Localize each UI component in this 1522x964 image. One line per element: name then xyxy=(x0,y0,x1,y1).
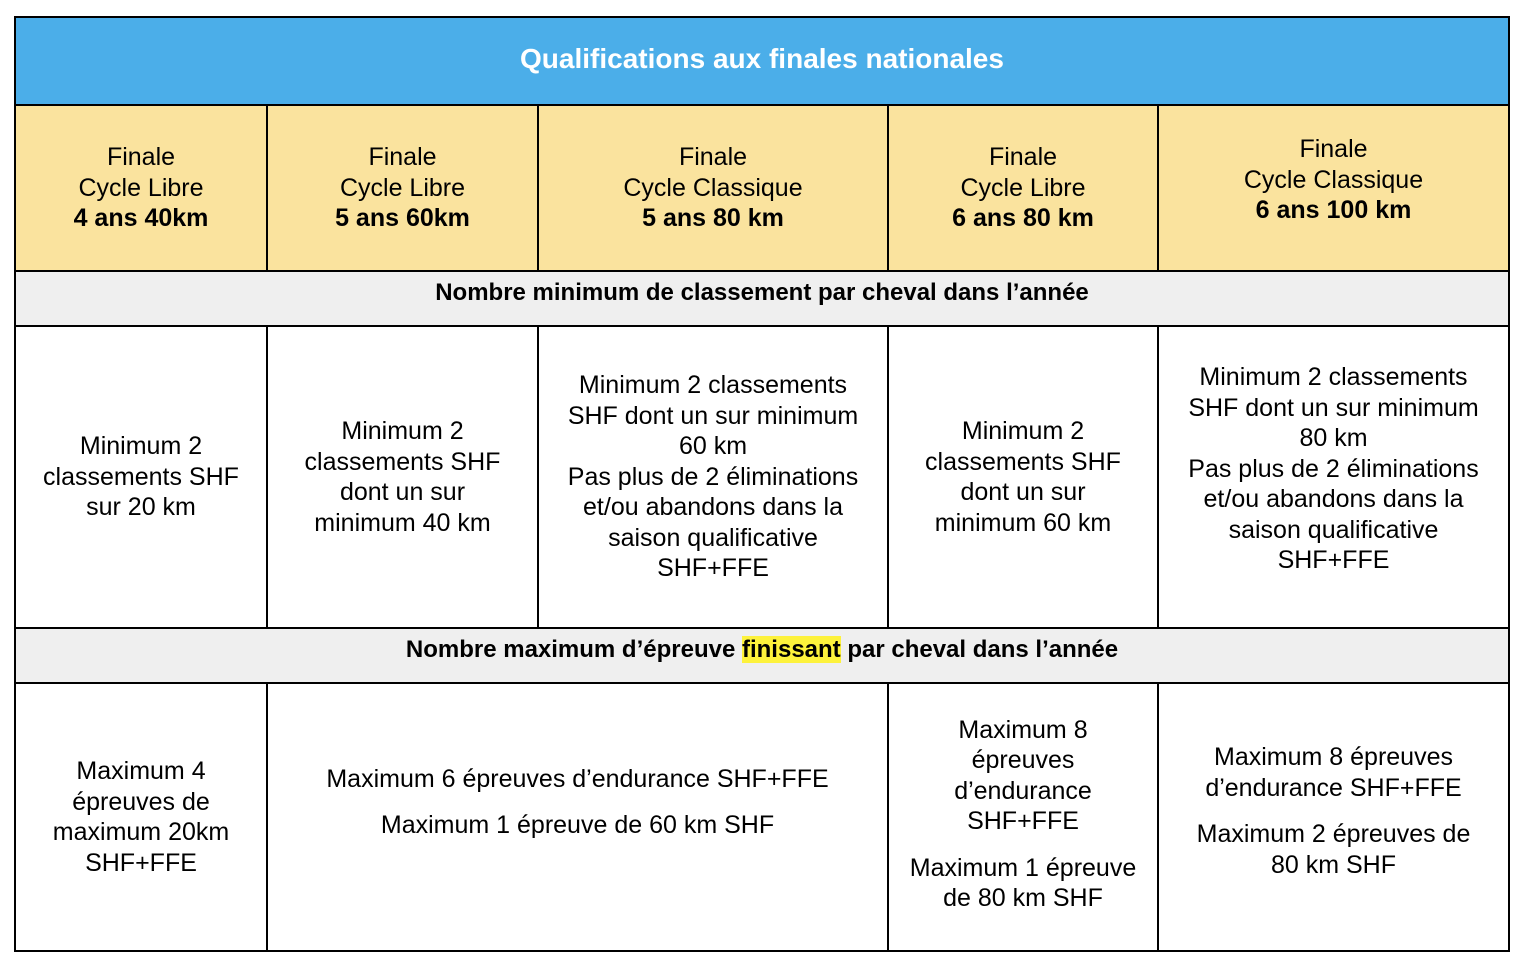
section-maximum-text xyxy=(406,635,1118,666)
cell-line: classements SHF xyxy=(925,447,1121,476)
cell-paragraph xyxy=(1197,819,1471,880)
cell-line: 60 km xyxy=(678,432,748,461)
header-line: Finale xyxy=(678,143,748,172)
cell-line: et/ou abandons dans la xyxy=(583,493,843,522)
header-line: Cycle Classique xyxy=(1243,165,1424,194)
cell-line: minimum 60 km xyxy=(934,508,1112,537)
cell-line: épreuves de xyxy=(72,787,210,816)
cell-line: saison qualificative xyxy=(1228,515,1439,544)
header-distance: 6 ans 100 km xyxy=(1255,196,1412,225)
cell-line: Minimum 2 xyxy=(961,417,1085,445)
header-distance: 5 ans 60km xyxy=(335,204,470,233)
header-line: Cycle Classique xyxy=(623,173,803,202)
cell-line: SHF dont un sur minimum xyxy=(567,401,859,430)
header-line: Cycle Libre xyxy=(78,173,204,202)
highlighted-word: finissant xyxy=(741,636,841,663)
max-cell-libre-4-ans xyxy=(16,684,268,952)
cell-line: saison qualificative xyxy=(608,523,818,552)
cell-line: dont un sur xyxy=(339,478,466,506)
cell-line: Maximum 8 xyxy=(958,715,1088,744)
section-maximum-before: Nombre maximum d’épreuve xyxy=(405,636,742,663)
cell-line: SHF+FFE xyxy=(85,848,197,877)
cell-line: classements SHF xyxy=(43,462,239,491)
cell-paragraph: Maximum 1 épreuve de 60 km SHF xyxy=(380,811,775,839)
header-line: Cycle Libre xyxy=(339,173,466,202)
header-distance: 4 ans 40km xyxy=(73,204,209,233)
header-cell-libre-5-ans xyxy=(268,106,539,272)
qualifications-table xyxy=(14,16,1510,952)
header-distance: 6 ans 80 km xyxy=(952,204,1094,233)
cell-line: Pas plus de 2 éliminations xyxy=(567,462,859,491)
cell-line: Maximum 4 xyxy=(76,757,206,785)
min-cell-libre-4-ans xyxy=(16,327,268,629)
header-line: Finale xyxy=(106,143,176,172)
min-cell-libre-6-ans xyxy=(889,327,1159,629)
header-cell-libre-4-ans xyxy=(16,106,268,272)
cell-line: maximum 20km xyxy=(52,818,230,846)
cell-line: SHF+FFE xyxy=(1277,546,1390,575)
cell-line: classements SHF xyxy=(304,447,501,476)
cell-line: SHF+FFE xyxy=(967,807,1079,835)
cell-line: Minimum 2 xyxy=(79,432,203,461)
cell-line: Maximum 1 épreuve xyxy=(909,853,1137,882)
max-cell-classique-6-ans xyxy=(1159,684,1510,952)
cell-paragraph xyxy=(954,715,1092,837)
header-cell-libre-6-ans xyxy=(889,106,1159,272)
cell-line: sur 20 km xyxy=(86,493,196,522)
cell-line: 80 km SHF xyxy=(1270,850,1396,879)
max-cell-5-ans-merged xyxy=(268,684,889,952)
section-maximum-after: par cheval dans l’année xyxy=(840,636,1119,663)
cell-line: minimum 40 km xyxy=(314,508,491,537)
cell-line: Maximum 2 épreuves de xyxy=(1196,820,1471,848)
section-minimum-text: Nombre minimum de classement par cheval dans l’année xyxy=(435,279,1089,306)
table-title xyxy=(16,18,1510,106)
cell-line: SHF+FFE xyxy=(657,554,769,583)
cell-line: SHF dont un sur minimum xyxy=(1188,393,1479,422)
section-maximum-heading xyxy=(16,629,1510,684)
section-minimum-heading xyxy=(16,272,1510,327)
cell-line: Maximum 8 épreuves xyxy=(1214,743,1453,771)
header-distance: 5 ans 80 km xyxy=(642,204,784,233)
header-line: Finale xyxy=(368,143,437,172)
cell-paragraph xyxy=(910,853,1136,914)
min-cell-libre-5-ans xyxy=(268,327,539,629)
cell-line: Minimum 2 xyxy=(341,417,464,445)
table-title-text: Qualifications aux finales nationales xyxy=(520,42,1004,74)
min-cell-classique-6-ans xyxy=(1159,327,1510,629)
header-line: Finale xyxy=(1299,135,1368,164)
cell-line: Pas plus de 2 éliminations xyxy=(1188,454,1479,483)
cell-paragraph xyxy=(1205,742,1461,803)
header-line: Cycle Libre xyxy=(960,173,1086,202)
cell-line: épreuves xyxy=(971,746,1075,774)
header-cell-classique-6-ans xyxy=(1159,106,1510,272)
cell-line: Minimum 2 classements xyxy=(1199,363,1468,392)
min-cell-classique-5-ans xyxy=(539,327,889,629)
cell-line: 80 km xyxy=(1299,424,1368,453)
cell-line: dont un sur xyxy=(960,478,1086,506)
cell-line: de 80 km SHF xyxy=(943,884,1103,912)
header-cell-classique-5-ans xyxy=(539,106,889,272)
max-cell-libre-6-ans xyxy=(889,684,1159,952)
cell-line: Minimum 2 classements xyxy=(578,371,848,400)
cell-paragraph: Maximum 6 épreuves d’endurance SHF+FFE xyxy=(326,764,829,793)
cell-line: d’endurance SHF+FFE xyxy=(1205,773,1462,802)
cell-line: et/ou abandons dans la xyxy=(1203,485,1464,514)
header-line: Finale xyxy=(988,143,1058,172)
cell-line: d’endurance xyxy=(954,776,1092,805)
